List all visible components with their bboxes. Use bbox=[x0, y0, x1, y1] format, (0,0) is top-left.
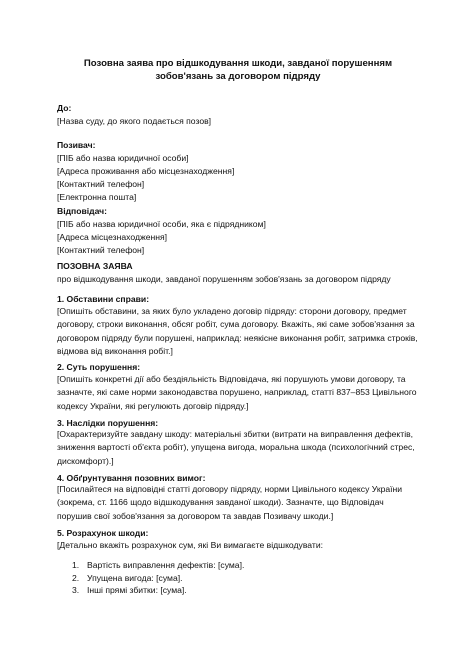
calc-list bbox=[72, 559, 244, 597]
section-text: [Охарактеризуйте завдану шкоду: матеріальні збитки (витрати на виправлення дефектів, зниження вартості об'єкта робіт), упущена вигода, моральна шкода (психологічний стрес, дискомфорт).] bbox=[57, 429, 415, 466]
to-heading: До: bbox=[57, 103, 72, 113]
plaintiff-name: [ПІБ або назва юридичної особи] bbox=[57, 153, 189, 163]
defendant-heading: Відповідач: bbox=[57, 206, 108, 216]
section-text: [Опишіть конкретні дії або бездіяльність Відповідача, які порушують умови договору, та зазначте, які саме норми законодавства порушено, наприклад, статті 837–853 Цивільного кодексу України, які регулюють договір підряду.] bbox=[57, 374, 417, 411]
plaintiff-address: [Адреса проживання або місцезнаходження] bbox=[57, 166, 235, 176]
section-text: [Посилайтеся на відповідні статті договору підряду, норми Цивільного кодексу України (зокрема, ст. 1166 щодо відшкодування завданої шкоди). Зазначте, що Відповідач порушив свої зобов'язання за договором та завдав Позивачу шкоди.] bbox=[57, 484, 403, 521]
list-item: 3. Інші прямі збитки: [сума]. bbox=[72, 585, 187, 595]
document-title: Позовна заява про відшкодування шкоди, завданої порушенням зобов'язань за договором підряду bbox=[83, 58, 393, 82]
court-name: [Назва суду, до якого подається позов] bbox=[57, 116, 212, 126]
claim-heading: ПОЗОВНА ЗАЯВА bbox=[57, 261, 133, 271]
section-text: [Опишіть обставини, за яких було укладено договір підряду: сторони договору, предмет договору, строки виконання, обсяг робіт, сума договору. Вкажіть, які саме зобов'язання за договором підряду були порушені, наприклад: неякісне виконання робіт, затримка строків, відмова від виконання робіт.] bbox=[57, 306, 418, 357]
plaintiff-heading: Позивач: bbox=[57, 140, 96, 150]
section-heading: 5. Розрахунок шкоди: bbox=[57, 528, 149, 538]
plaintiff-email: [Електронна пошта] bbox=[57, 192, 137, 202]
section-heading: 3. Наслідки порушення: bbox=[57, 418, 159, 428]
list-item: 2. Упущена вигода: [сума]. bbox=[72, 572, 183, 583]
claim-subheading: про відшкодування шкоди, завданої порушенням зобов'язань за договором підряду bbox=[57, 274, 391, 284]
defendant-phone: [Контактний телефон] bbox=[57, 245, 145, 255]
section-heading: 1. Обставини справи: bbox=[57, 294, 150, 304]
defendant-address: [Адреса місцезнаходження] bbox=[57, 232, 168, 242]
plaintiff-phone: [Контактний телефон] bbox=[57, 179, 145, 189]
defendant-name: [ПІБ або назва юридичної особи, яка є підрядником] bbox=[57, 219, 266, 229]
list-item: 1. Вартість виправлення дефектів: [сума]. bbox=[72, 560, 245, 570]
section-heading: 2. Суть порушення: bbox=[57, 362, 141, 372]
section-text: [Детально вкажіть розрахунок сум, які Ви вимагаєте відшкодувати: bbox=[57, 540, 324, 550]
section-heading: 4. Обґрунтування позовних вимог: bbox=[57, 473, 206, 483]
